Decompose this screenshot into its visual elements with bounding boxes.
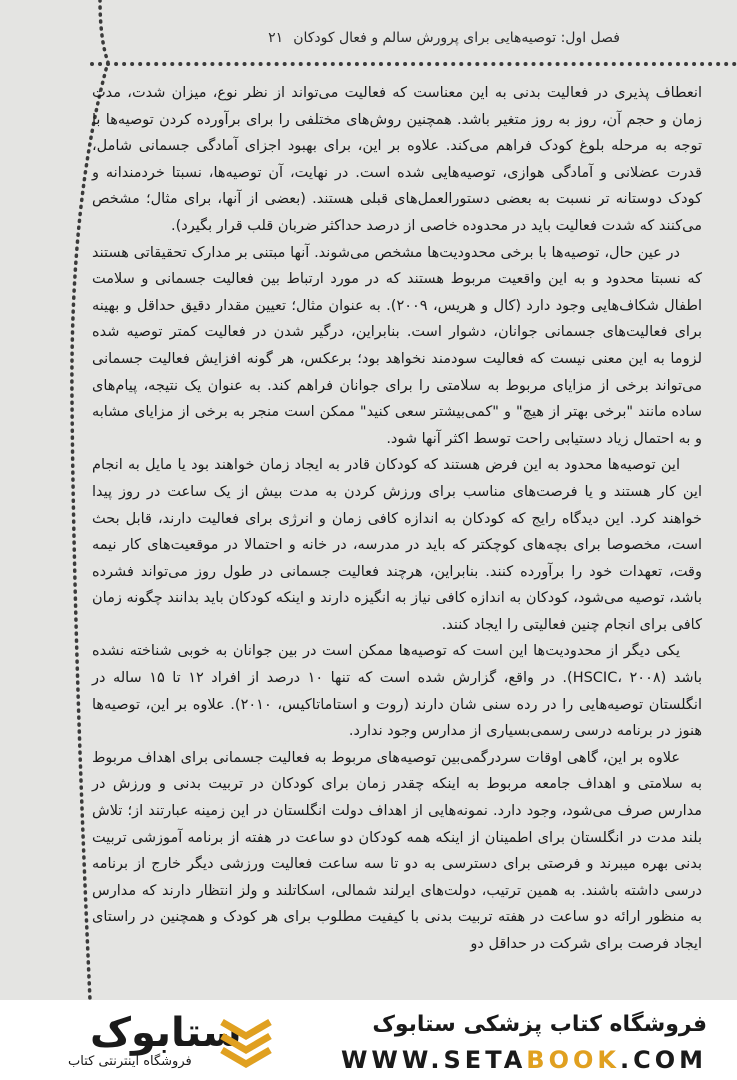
paragraph: این توصیه‌ها محدود به این فرض هستند که کودکان قادر به ایجاد زمان خواهند بود یا مایل به انجام این کار هستند و یا فرصت‌های مناسب برای ورزش کردن به مدت بیش از یک ساعت در روز پیدا خواهند کرد. این دیدگاه رایج که کودکان به اندازه کافی زمان و انرژی برای فعالیت دارند، قابل بحث است، مخصوصا برای بچه‌های کوچکتر که باید در مدرسه، در خانه و احتمالا در موقعیت‌های کار نیمه وقت، تعهدات خود را برآورده کنند. بنابراین، هرچند فعالیت جسمانی در طول روز می‌تواند فشرده باشد، توصیه می‌شود، کودکان به اندازه کافی نیاز به انگیزه دارند و اینکه کودکان باید بدانند چگونه زمان کافی برای انجام چنین فعالیتی را ایجاد کنند.	[92, 457, 702, 633]
paragraph: علاوه بر این، گاهی اوقات سردرگمی‌بین توصیه‌های مربوط به فعالیت جسمانی برای اهداف مربوط به سلامتی و اهداف جامعه مربوط به اینکه چقدر زمان برای کودکان در تربیت بدنی و ورزش در مدارس صرف می‌شود، وجود دارد. نمونه‌هایی از اهداف دولت انگلستان در این زمینه عبارتند از؛ تلاش بلند مدت در انگلستان برای اطمینان از اینکه همه کودکان دو ساعت در هفته از برنامه آموزشی تربیت بدنی بهره میبرند و فرصتی برای دسترسی به دو تا سه ساعت فعالیت ورزشی دیگر خارج از برنامه درسی داشته باشند. به همین ترتیب، دولت‌های ایرلند شمالی، اسکاتلند و ولز انتظار دارند که مدارس به منظور ارائه دو ساعت در هفته تربیت بدنی با کیفیت مطلوب برای هر کودک و همچنین در راستای ایجاد فرصت برای شرکت در حداقل دو	[92, 749, 702, 952]
paragraph: یکی دیگر از محدودیت‌ها این است که توصیه‌ها ممکن است در بین جوانان به خوبی شناخته نشده باشد (HSCIC، ۲۰۰۸). در واقع، گزارش شده است که تنها ۱۰ درصد از افراد ۱۲ تا ۱۵ ساله در انگلستان توصیه‌هایی را در رده سنی شان دارند (روت و استاماتاکیس، ۲۰۱۰). علاوه بر این، توصیه‌ها هنوز در برنامه درسی رسمی‌بسیاری از مدارس وجود ندارد.	[92, 643, 703, 740]
running-head	[100, 30, 620, 46]
store-logo[interactable]	[30, 1010, 290, 1072]
page-number: ۲۱	[268, 30, 284, 46]
store-url[interactable]	[341, 1046, 707, 1074]
url-prefix: WWW.SETA	[340, 1046, 527, 1074]
logo-subtitle: فروشگاه اینترنتی کتاب	[68, 1054, 192, 1069]
store-footer	[0, 1000, 737, 1080]
paragraph: انعطاف پذیری در فعالیت بدنی به این معناست که فعالیت می‌تواند از نظر نوع، میزان شدت، مدت زمان و حجم آن، روز به روز متغیر باشد. همچنین روش‌های مختلفی را برای برآورده کردن توصیه‌ها با توجه به مرحله بلوغ کودک فراهم می‌کند. علاوه بر این، برای بهبود اجزای آمادگی جسمانی شامل، قدرت عضلانی و آمادگی هوازی، توصیه‌هایی شده است. در نهایت، آن توصیه‌ها، نسبتا خردمندانه و کودک دوستانه تر نسبت به بعضی دستورالعمل‌های قبلی هستند. (بعضی از آنها، برای مثال؛ مشخص می‌کنند که شدت فعالیت باید در محدوده خاصی از درصد حداکثر ضربان قلب قرار بگیرد).	[92, 85, 702, 234]
chevron-logo-icon	[216, 1016, 276, 1068]
url-suffix: .COM	[619, 1046, 707, 1074]
paragraph: در عین حال، توصیه‌ها با برخی محدودیت‌ها مشخص می‌شوند. آنها مبتنی بر مدارک تحقیقاتی هستند که نسبتا محدود و به این واقعیت مربوط هستند که در مورد ارتباط بین فعالیت جسمانی و سلامت اطفال شکاف‌هایی وجود دارد (کال و هریس، ۲۰۰۹). به عنوان مثال؛ تعیین مقدار دقیق حداقل و بهینه برای فعالیت‌های جسمانی جوانان، دشوار است. بنابراین، درگیر شدن در فعالیت کمتر توصیه شده لزوما به این معنی نیست که فعالیت سودمند نخواهد بود؛ برعکس، هر گونه افزایش فعالیت جسمانی می‌تواند برخی از مزایای مربوط به سلامتی را برای جوانان فراهم کند. به عنوان یک نتیجه، پیام‌های ساده مانند "برخی بهتر از هیچ" و "کمی‌بیشتر سعی کنید" ممکن است منجر به برخی از مزایای مشابه و به احتمال زیاد دستیابی راحت توسط اکثر آنها شود.	[92, 244, 703, 447]
body-text	[92, 80, 702, 958]
logo-wordmark: ستابوک	[90, 1010, 242, 1056]
store-name: فروشگاه کتاب پزشکی ستابوک	[372, 1012, 707, 1037]
header-dotted-rule	[90, 62, 737, 66]
chapter-title: فصل اول: توصیه‌هایی برای پرورش سالم و فعال کودکان	[293, 30, 620, 46]
url-highlight: BOOK	[526, 1046, 620, 1074]
